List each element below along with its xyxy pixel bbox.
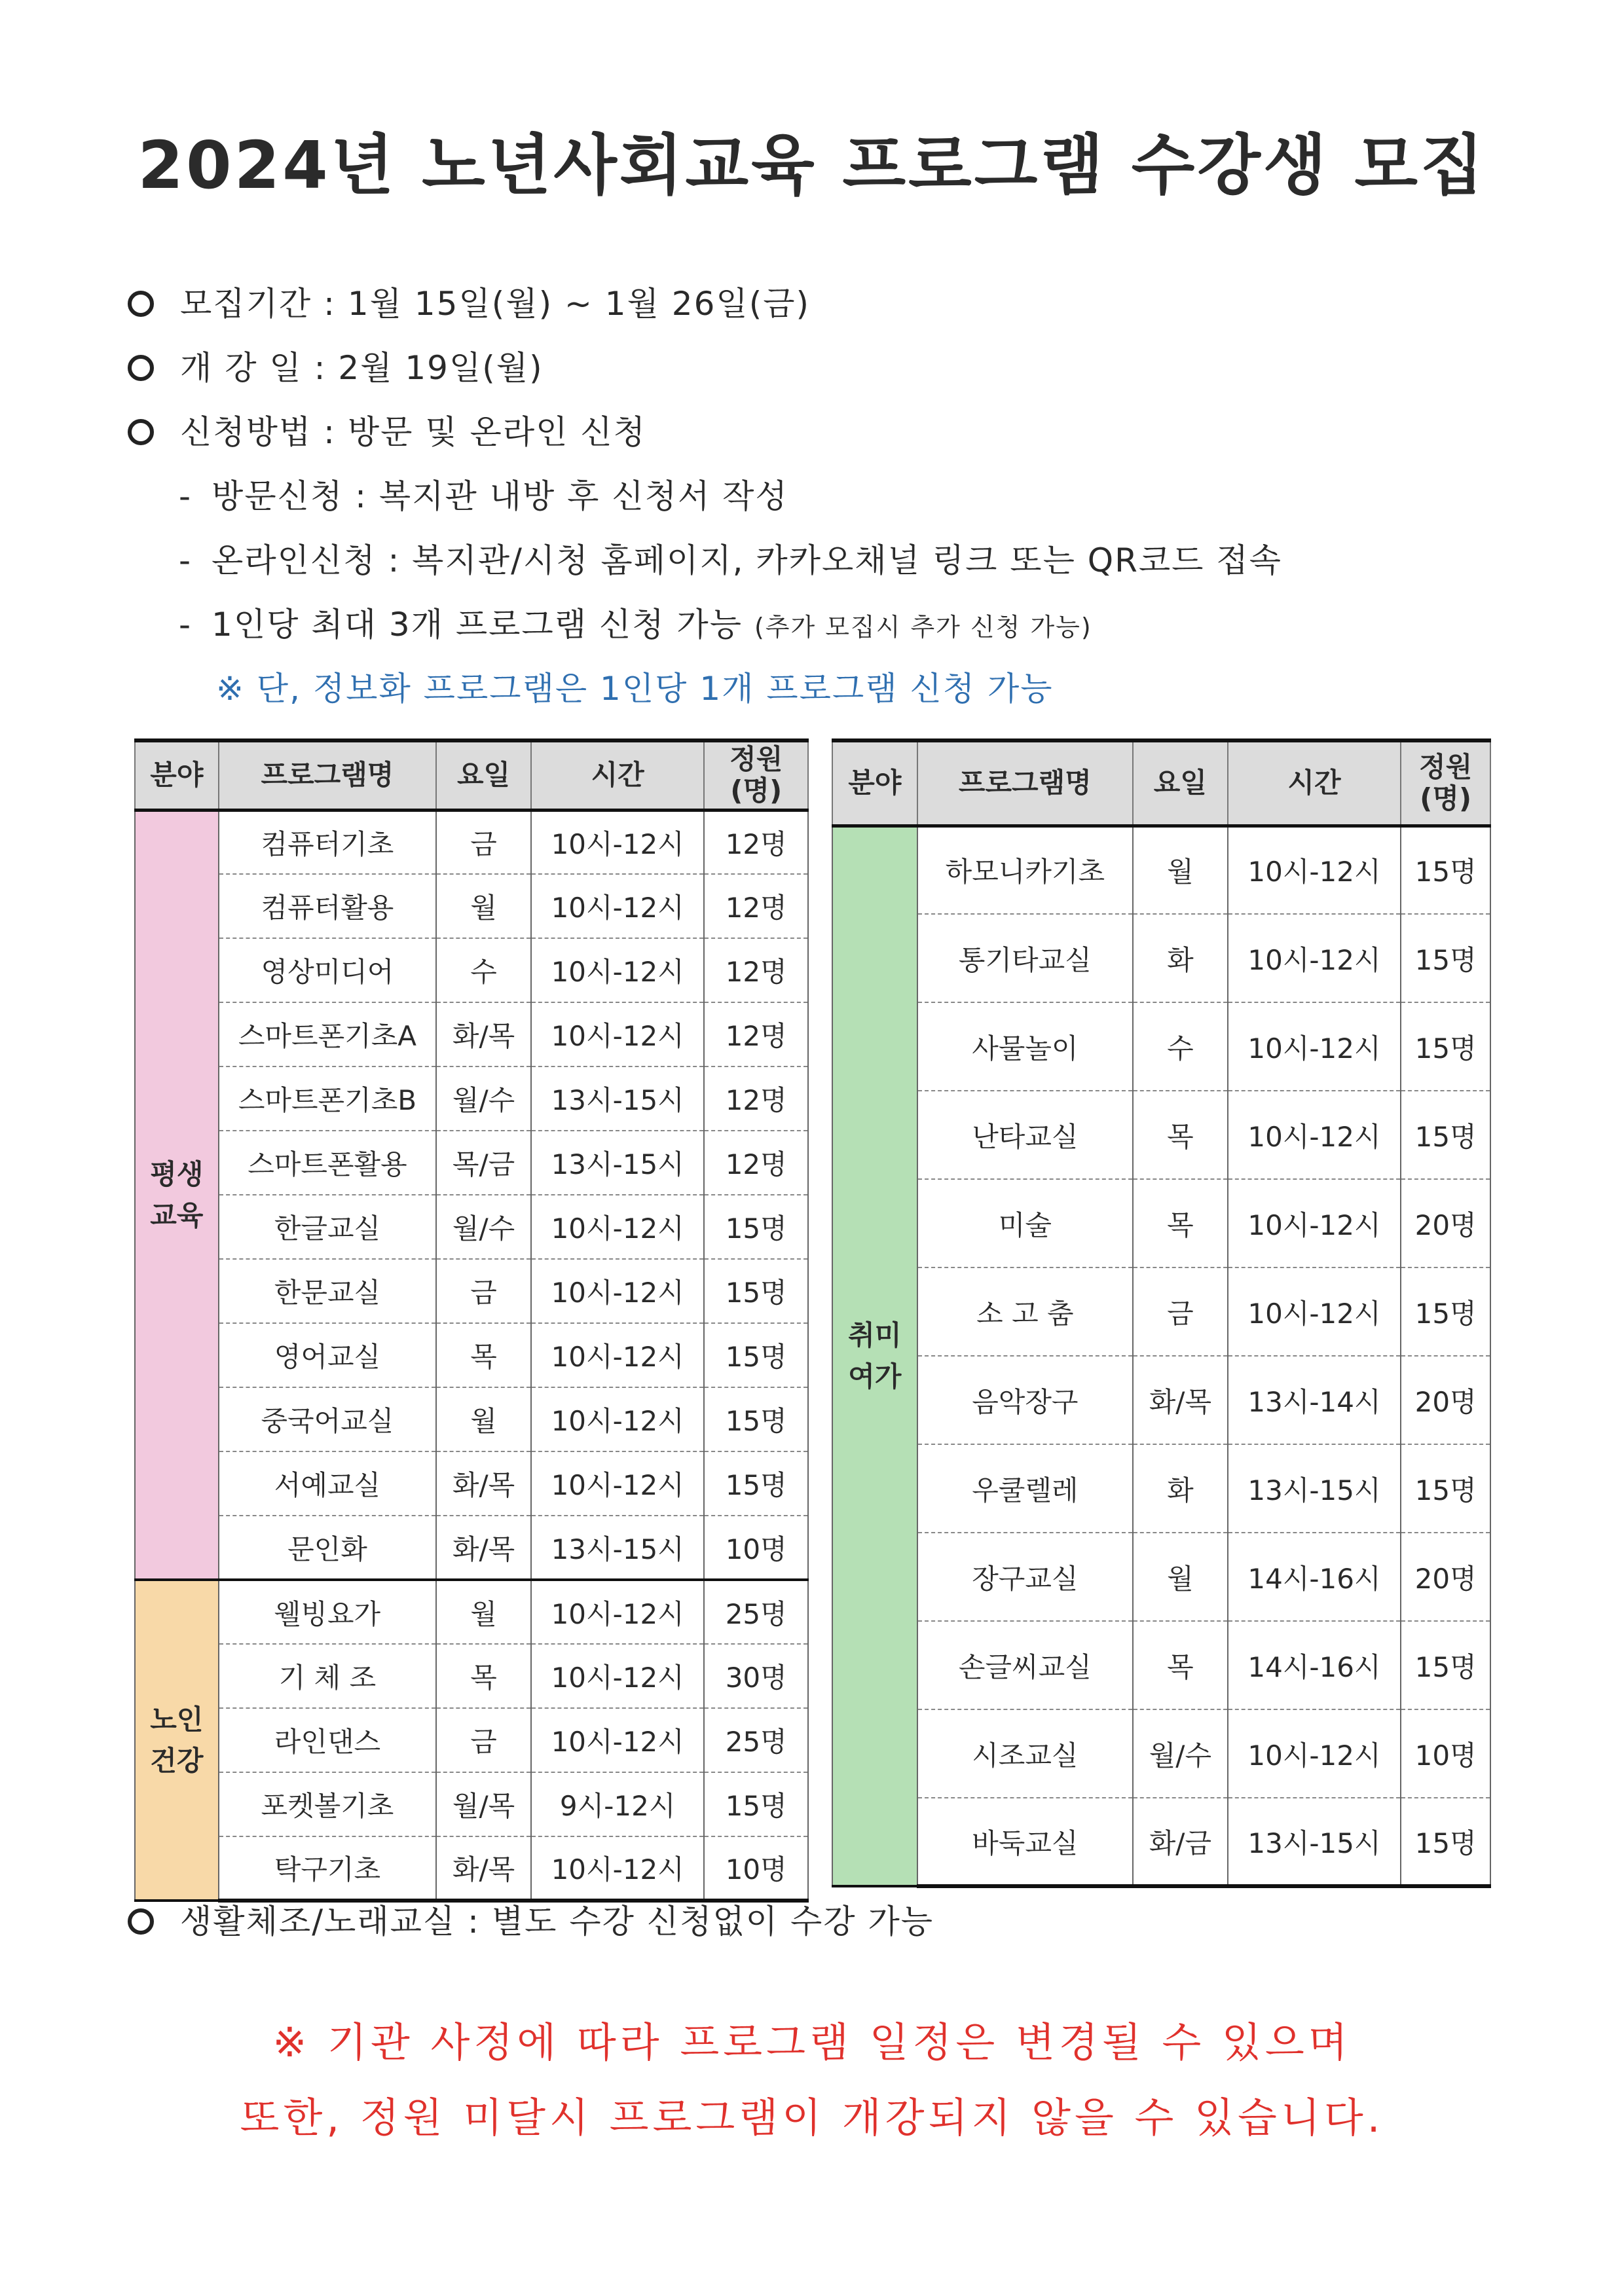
category-senior-health bbox=[135, 1580, 219, 1901]
program-name: 한문교실 bbox=[219, 1259, 437, 1323]
open-label: 개 강 일 bbox=[180, 349, 303, 387]
program-name: 컴퓨터기초 bbox=[219, 810, 437, 874]
program-capacity: 12명 bbox=[704, 1131, 808, 1195]
table-row bbox=[135, 1836, 808, 1901]
program-time: 10시-12시 bbox=[531, 1387, 705, 1451]
dash-icon: - bbox=[179, 541, 193, 579]
program-day: 금 bbox=[1133, 1267, 1228, 1356]
program-day: 화/목 bbox=[436, 1516, 531, 1580]
program-day: 월/수 bbox=[436, 1195, 531, 1259]
program-time: 9시-12시 bbox=[531, 1772, 705, 1836]
program-capacity: 15명 bbox=[1401, 1621, 1490, 1709]
warning-line-2: 또한, 정원 미달시 프로그램이 개강되지 않을 수 있습니다. bbox=[240, 2094, 1384, 2141]
program-capacity: 10명 bbox=[704, 1516, 808, 1580]
table-row bbox=[832, 1179, 1490, 1267]
sub-visit-text: 방문신청 : 복지관 내방 후 신청서 작성 bbox=[212, 477, 788, 515]
program-capacity: 12명 bbox=[704, 810, 808, 874]
program-day: 월/수 bbox=[436, 1066, 531, 1131]
table-header-row bbox=[135, 740, 808, 810]
program-time: 13시-15시 bbox=[531, 1516, 705, 1580]
table-row bbox=[135, 1066, 808, 1131]
recruitment-info bbox=[128, 272, 1536, 721]
circle-bullet-icon bbox=[128, 355, 154, 381]
program-day: 화/목 bbox=[436, 1836, 531, 1901]
program-name: 포켓볼기초 bbox=[219, 1772, 437, 1836]
program-name: 스마트폰활용 bbox=[219, 1131, 437, 1195]
program-capacity: 15명 bbox=[1401, 1267, 1490, 1356]
table-row bbox=[135, 1644, 808, 1708]
circle-bullet-icon bbox=[128, 291, 154, 317]
table-row bbox=[135, 1772, 808, 1836]
info-sub-online bbox=[128, 528, 1536, 592]
program-name: 사물놀이 bbox=[917, 1002, 1133, 1091]
program-time: 14시-16시 bbox=[1228, 1533, 1401, 1621]
table-row bbox=[832, 826, 1490, 914]
program-capacity: 15명 bbox=[704, 1259, 808, 1323]
info-sub-limit bbox=[128, 592, 1536, 657]
table-row bbox=[832, 1621, 1490, 1709]
program-capacity: 15명 bbox=[704, 1387, 808, 1451]
program-day: 목 bbox=[436, 1323, 531, 1387]
program-time: 10시-12시 bbox=[1228, 1002, 1401, 1091]
program-day: 화 bbox=[1133, 914, 1228, 1002]
table-row bbox=[832, 1798, 1490, 1886]
circle-bullet-icon bbox=[128, 419, 154, 445]
header-category: 분야 bbox=[135, 740, 219, 810]
program-day: 금 bbox=[436, 1708, 531, 1772]
program-day: 목 bbox=[1133, 1621, 1228, 1709]
program-day: 금 bbox=[436, 810, 531, 874]
circle-bullet-icon bbox=[128, 1908, 154, 1935]
info-period: 모집기간 : 1월 15일(월) ~ 1월 26일(금) bbox=[128, 272, 1536, 336]
program-name: 시조교실 bbox=[917, 1709, 1133, 1798]
open-value: 2월 19일(월) bbox=[338, 349, 544, 387]
category-hobby-leisure bbox=[832, 826, 917, 1886]
program-name: 장구교실 bbox=[917, 1533, 1133, 1621]
info-open-date: 개 강 일 : 2월 19일(월) bbox=[128, 336, 1536, 400]
table-row bbox=[832, 1091, 1490, 1179]
table-row bbox=[135, 1195, 808, 1259]
program-day: 수 bbox=[436, 938, 531, 1002]
program-capacity: 10명 bbox=[704, 1836, 808, 1901]
page-title: 2024년 노년사회교육 프로그램 수강생 모집 bbox=[138, 127, 1486, 204]
program-capacity: 12명 bbox=[704, 1002, 808, 1066]
header-program-name: 프로그램명 bbox=[917, 740, 1133, 826]
program-capacity: 15명 bbox=[704, 1323, 808, 1387]
category-label-line2: 여가 bbox=[848, 1360, 902, 1393]
table-row bbox=[135, 1708, 808, 1772]
program-day: 월 bbox=[1133, 826, 1228, 914]
program-day: 화 bbox=[1133, 1444, 1228, 1533]
program-time: 10시-12시 bbox=[531, 1195, 705, 1259]
program-time: 10시-12시 bbox=[531, 938, 705, 1002]
program-time: 13시-15시 bbox=[1228, 1798, 1401, 1886]
table-row bbox=[135, 1002, 808, 1066]
program-day: 목 bbox=[1133, 1091, 1228, 1179]
table-row bbox=[832, 1356, 1490, 1444]
sub-limit-text: 1인당 최대 3개 프로그램 신청 가능 bbox=[212, 606, 743, 644]
info-method: 신청방법 : 방문 및 온라인 신청 bbox=[128, 400, 1536, 464]
footnote-text: 생활체조/노래교실 : 별도 수강 신청없이 수강 가능 bbox=[180, 1903, 934, 1941]
program-capacity: 15명 bbox=[704, 1195, 808, 1259]
program-name: 기 체 조 bbox=[219, 1644, 437, 1708]
header-category: 분야 bbox=[832, 740, 917, 826]
header-time: 시간 bbox=[531, 740, 705, 810]
table-row bbox=[832, 1002, 1490, 1091]
program-table-left bbox=[134, 738, 809, 1903]
table-row bbox=[135, 1131, 808, 1195]
program-day: 금 bbox=[436, 1259, 531, 1323]
program-name: 라인댄스 bbox=[219, 1708, 437, 1772]
info-sub-visit bbox=[128, 464, 1536, 528]
program-day: 목 bbox=[436, 1644, 531, 1708]
program-day: 목 bbox=[1133, 1179, 1228, 1267]
header-program-name: 프로그램명 bbox=[219, 740, 437, 810]
program-table-right bbox=[832, 738, 1491, 1888]
program-capacity: 20명 bbox=[1401, 1533, 1490, 1621]
program-capacity: 25명 bbox=[704, 1580, 808, 1644]
program-time: 10시-12시 bbox=[1228, 1091, 1401, 1179]
program-capacity: 15명 bbox=[1401, 826, 1490, 914]
program-name: 우쿨렐레 bbox=[917, 1444, 1133, 1533]
category-label-line1: 평생 bbox=[150, 1158, 204, 1191]
program-time: 13시-15시 bbox=[1228, 1444, 1401, 1533]
program-day: 월/수 bbox=[1133, 1709, 1228, 1798]
program-day: 수 bbox=[1133, 1002, 1228, 1091]
method-value: 방문 및 온라인 신청 bbox=[347, 413, 646, 451]
program-day: 월 bbox=[1133, 1533, 1228, 1621]
program-capacity: 12명 bbox=[704, 874, 808, 938]
program-capacity: 30명 bbox=[704, 1644, 808, 1708]
table-row bbox=[135, 1451, 808, 1516]
program-time: 10시-12시 bbox=[531, 1002, 705, 1066]
program-time: 13시-15시 bbox=[531, 1131, 705, 1195]
program-time: 10시-12시 bbox=[531, 1259, 705, 1323]
header-day: 요일 bbox=[1133, 740, 1228, 826]
program-capacity: 15명 bbox=[1401, 1798, 1490, 1886]
program-time: 14시-16시 bbox=[1228, 1621, 1401, 1709]
category-label-line2: 건강 bbox=[150, 1745, 204, 1777]
program-time: 10시-12시 bbox=[531, 1580, 705, 1644]
footnote bbox=[128, 1895, 934, 1942]
program-name: 웰빙요가 bbox=[219, 1580, 437, 1644]
dash-icon: - bbox=[179, 606, 193, 644]
program-name: 미술 bbox=[917, 1179, 1133, 1267]
program-day: 화/목 bbox=[436, 1451, 531, 1516]
program-time: 10시-12시 bbox=[531, 1836, 705, 1901]
program-name: 중국어교실 bbox=[219, 1387, 437, 1451]
program-time: 13시-14시 bbox=[1228, 1356, 1401, 1444]
program-capacity: 10명 bbox=[1401, 1709, 1490, 1798]
period-value: 1월 15일(월) ~ 1월 26일(금) bbox=[347, 285, 811, 323]
program-capacity: 25명 bbox=[704, 1708, 808, 1772]
program-time: 10시-12시 bbox=[531, 1708, 705, 1772]
program-time: 10시-12시 bbox=[531, 874, 705, 938]
table-row bbox=[135, 1323, 808, 1387]
program-name: 서예교실 bbox=[219, 1451, 437, 1516]
program-time: 10시-12시 bbox=[531, 1644, 705, 1708]
program-name: 바둑교실 bbox=[917, 1798, 1133, 1886]
program-day: 화/목 bbox=[436, 1002, 531, 1066]
period-label: 모집기간 bbox=[180, 285, 312, 323]
program-name: 하모니카기초 bbox=[917, 826, 1133, 914]
table-row bbox=[135, 1259, 808, 1323]
program-name: 음악장구 bbox=[917, 1356, 1133, 1444]
program-name: 소 고 춤 bbox=[917, 1267, 1133, 1356]
method-label: 신청방법 bbox=[180, 413, 312, 451]
program-capacity: 12명 bbox=[704, 938, 808, 1002]
program-day: 월/목 bbox=[436, 1772, 531, 1836]
program-name: 한글교실 bbox=[219, 1195, 437, 1259]
program-capacity: 15명 bbox=[1401, 1444, 1490, 1533]
header-capacity: 정원 (명) bbox=[704, 740, 808, 810]
table-row bbox=[832, 914, 1490, 1002]
program-name: 통기타교실 bbox=[917, 914, 1133, 1002]
table-row bbox=[135, 1516, 808, 1580]
program-day: 화/목 bbox=[1133, 1356, 1228, 1444]
warning-line-1: ※ 기관 사정에 따라 프로그램 일정은 변경될 수 있으며 bbox=[272, 2018, 1352, 2066]
program-capacity: 15명 bbox=[1401, 1002, 1490, 1091]
program-time: 10시-12시 bbox=[531, 1323, 705, 1387]
info-note-blue: ※ 단, 정보화 프로그램은 1인당 1개 프로그램 신청 가능 bbox=[216, 670, 1054, 708]
program-capacity: 15명 bbox=[1401, 914, 1490, 1002]
program-day: 화/금 bbox=[1133, 1798, 1228, 1886]
table-row bbox=[135, 874, 808, 938]
program-capacity: 15명 bbox=[1401, 1091, 1490, 1179]
program-name: 손글씨교실 bbox=[917, 1621, 1133, 1709]
program-name: 영상미디어 bbox=[219, 938, 437, 1002]
header-day: 요일 bbox=[436, 740, 531, 810]
dash-icon: - bbox=[179, 477, 193, 515]
program-time: 10시-12시 bbox=[1228, 1267, 1401, 1356]
table-row bbox=[832, 1267, 1490, 1356]
program-name: 문인화 bbox=[219, 1516, 437, 1580]
table-row bbox=[135, 810, 808, 874]
program-day: 목/금 bbox=[436, 1131, 531, 1195]
program-name: 컴퓨터활용 bbox=[219, 874, 437, 938]
program-name: 난타교실 bbox=[917, 1091, 1133, 1179]
program-day: 월 bbox=[436, 1580, 531, 1644]
program-capacity: 20명 bbox=[1401, 1356, 1490, 1444]
category-label-line1: 노인 bbox=[150, 1704, 204, 1736]
header-time: 시간 bbox=[1228, 740, 1401, 826]
table-row bbox=[832, 1444, 1490, 1533]
program-time: 10시-12시 bbox=[1228, 1709, 1401, 1798]
table-row bbox=[135, 1580, 808, 1644]
sub-online-text: 온라인신청 : 복지관/시청 홈페이지, 카카오채널 링크 또는 QR코드 접속 bbox=[212, 541, 1282, 579]
category-label-line1: 취미 bbox=[848, 1319, 902, 1352]
header-capacity: 정원 (명) bbox=[1401, 740, 1490, 826]
program-time: 10시-12시 bbox=[1228, 826, 1401, 914]
program-capacity: 12명 bbox=[704, 1066, 808, 1131]
program-name: 스마트폰기초A bbox=[219, 1002, 437, 1066]
program-time: 10시-12시 bbox=[531, 1451, 705, 1516]
table-row bbox=[135, 1387, 808, 1451]
table-row bbox=[832, 1533, 1490, 1621]
program-time: 10시-12시 bbox=[1228, 1179, 1401, 1267]
program-name: 영어교실 bbox=[219, 1323, 437, 1387]
table-row bbox=[135, 938, 808, 1002]
program-capacity: 15명 bbox=[704, 1772, 808, 1836]
program-time: 13시-15시 bbox=[531, 1066, 705, 1131]
category-label-line2: 교육 bbox=[150, 1199, 204, 1232]
program-capacity: 20명 bbox=[1401, 1179, 1490, 1267]
category-lifelong-education bbox=[135, 810, 219, 1580]
program-capacity: 15명 bbox=[704, 1451, 808, 1516]
program-name: 스마트폰기초B bbox=[219, 1066, 437, 1131]
program-name: 탁구기초 bbox=[219, 1836, 437, 1901]
sub-limit-note: (추가 모집시 추가 신청 가능) bbox=[754, 613, 1092, 642]
program-day: 월 bbox=[436, 1387, 531, 1451]
program-time: 10시-12시 bbox=[1228, 914, 1401, 1002]
program-day: 월 bbox=[436, 874, 531, 938]
table-header-row bbox=[832, 740, 1490, 826]
program-time: 10시-12시 bbox=[531, 810, 705, 874]
table-row bbox=[832, 1709, 1490, 1798]
